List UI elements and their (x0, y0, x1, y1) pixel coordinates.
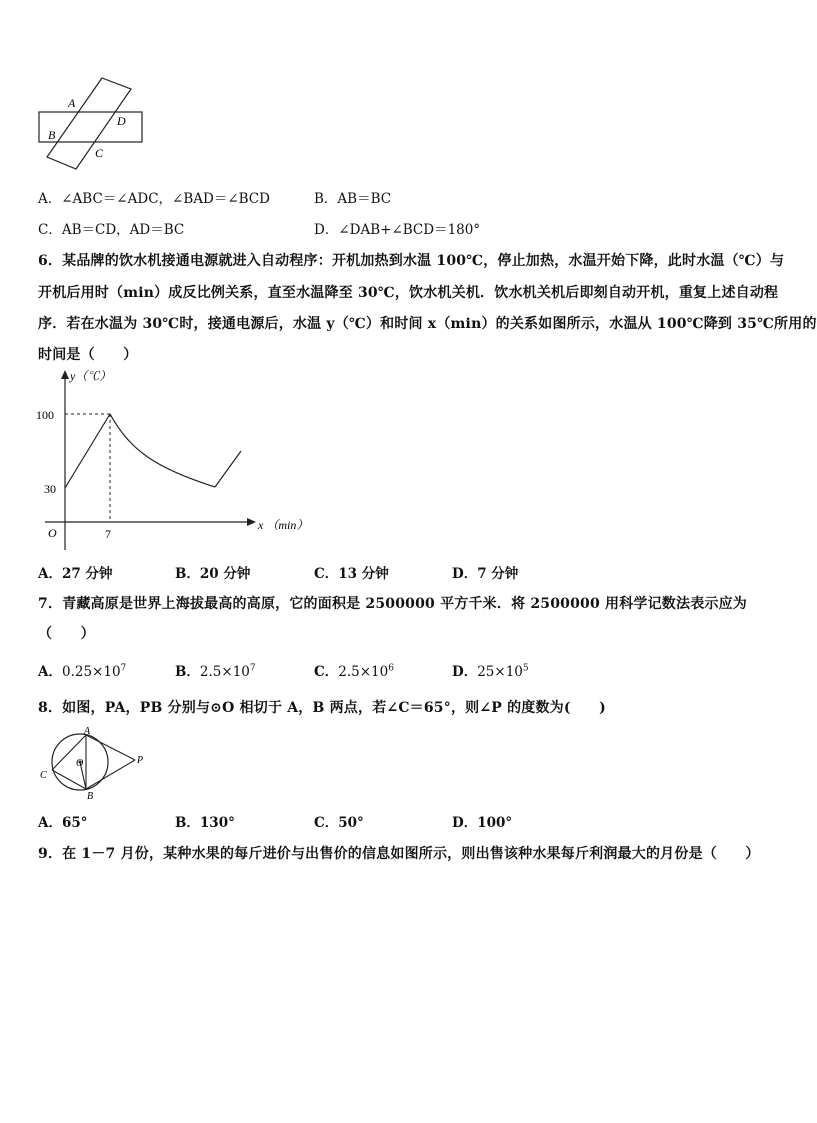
label-b: B (48, 128, 56, 142)
point-c: C (40, 770, 47, 781)
q9-stem-line-1: 9．在 1－7 月份，某种水果的每斤进价与出售价的信息如图所示，则出售该种水果每斤利润最大的月份是（ ） (38, 846, 760, 862)
q5-option-b: B．AB＝BC (314, 191, 392, 207)
q7-option-a-base: 0.25×10 (61, 664, 121, 680)
parallelogram-figure (30, 72, 160, 172)
q8-option-b: B．130° (175, 815, 235, 831)
label-d: D (117, 114, 126, 128)
q6-stem-line-3: 序．若在水温为 30℃时，接通电源后，水温 y（℃）和时间 x（min）的关系如图所示，水温从 100℃降到 35℃所用的 (38, 316, 817, 332)
q7-option-a-exponent: 7 (120, 663, 127, 674)
x-axis-label: x （min） (258, 518, 309, 532)
q7-option-d-exponent: 5 (522, 663, 529, 674)
q8-option-d: D．100° (452, 815, 513, 831)
q6-option-d: D．7 分钟 (452, 566, 519, 582)
q7-option-b-base: 2.5×10 (199, 664, 250, 680)
q7-option-c-exponent: 6 (388, 663, 394, 674)
origin-label: O (48, 526, 57, 540)
q8-option-c: C．50° (314, 815, 364, 831)
q6-stem-line-1: 6．某品牌的饮水机接通电源就进入自动程序：开机加热到水温 100℃，停止加热，水温开始下降，此时水温（℃）与 (38, 253, 785, 269)
q7-option-c (314, 660, 394, 680)
q7-option-b-exponent: 7 (249, 663, 256, 674)
q6-stem-line-4: 时间是（ ） (38, 347, 138, 363)
q6-option-b: B．20 分钟 (175, 566, 251, 582)
q7-option-d-base: 25×10 (477, 664, 523, 680)
tick-30: 30 (44, 482, 56, 496)
q5-option-a: A．∠ABC＝∠ADC，∠BAD＝∠BCD (38, 191, 270, 207)
q7-option-c-base: 2.5×10 (338, 664, 389, 680)
q7-stem-line-2: （ ） (38, 626, 95, 642)
tick-7: 7 (105, 527, 111, 541)
circle-tangent-figure (34, 726, 154, 800)
q7-option-d (452, 660, 529, 680)
point-o: O (76, 758, 84, 769)
q8-stem-line-1: 8．如图，PA，PB 分别与⊙O 相切于 A，B 两点，若∠C＝65°，则∠P 的度数为( ) (38, 700, 606, 716)
q8-option-a: A．65° (38, 815, 88, 831)
q6-option-a: A．27 分钟 (38, 566, 113, 582)
q7-stem-line-1: 7．青藏高原是世界上海拔最高的高原，它的面积是 2500000 平方千米．将 2500000 用科学记数法表示应为 (38, 596, 748, 612)
point-a: A (84, 726, 91, 737)
q7-option-a-label: A． (38, 664, 62, 680)
tick-100: 100 (36, 408, 54, 422)
q7-option-a (38, 660, 126, 680)
point-p: P (137, 755, 144, 766)
q7-option-b (175, 660, 256, 680)
q5-option-d: D．∠DAB+∠BCD＝180° (314, 222, 481, 238)
q6-stem-line-2: 开机后用时（min）成反比例关系，直至水温降至 30℃，饮水机关机．饮水机关机后即刻自动开机，重复上述自动程 (38, 285, 779, 301)
water-temperature-graph (30, 365, 309, 555)
label-a: A (68, 96, 76, 110)
q7-option-d-label: D． (452, 664, 478, 680)
q7-option-c-label: C． (314, 664, 339, 680)
q5-option-c: C．AB＝CD，AD＝BC (38, 222, 185, 238)
q6-option-c: C．13 分钟 (314, 566, 389, 582)
label-c: C (95, 146, 104, 160)
y-axis-label: y（℃） (70, 369, 112, 383)
q7-option-b-label: B． (175, 664, 200, 680)
point-b: B (87, 791, 94, 802)
